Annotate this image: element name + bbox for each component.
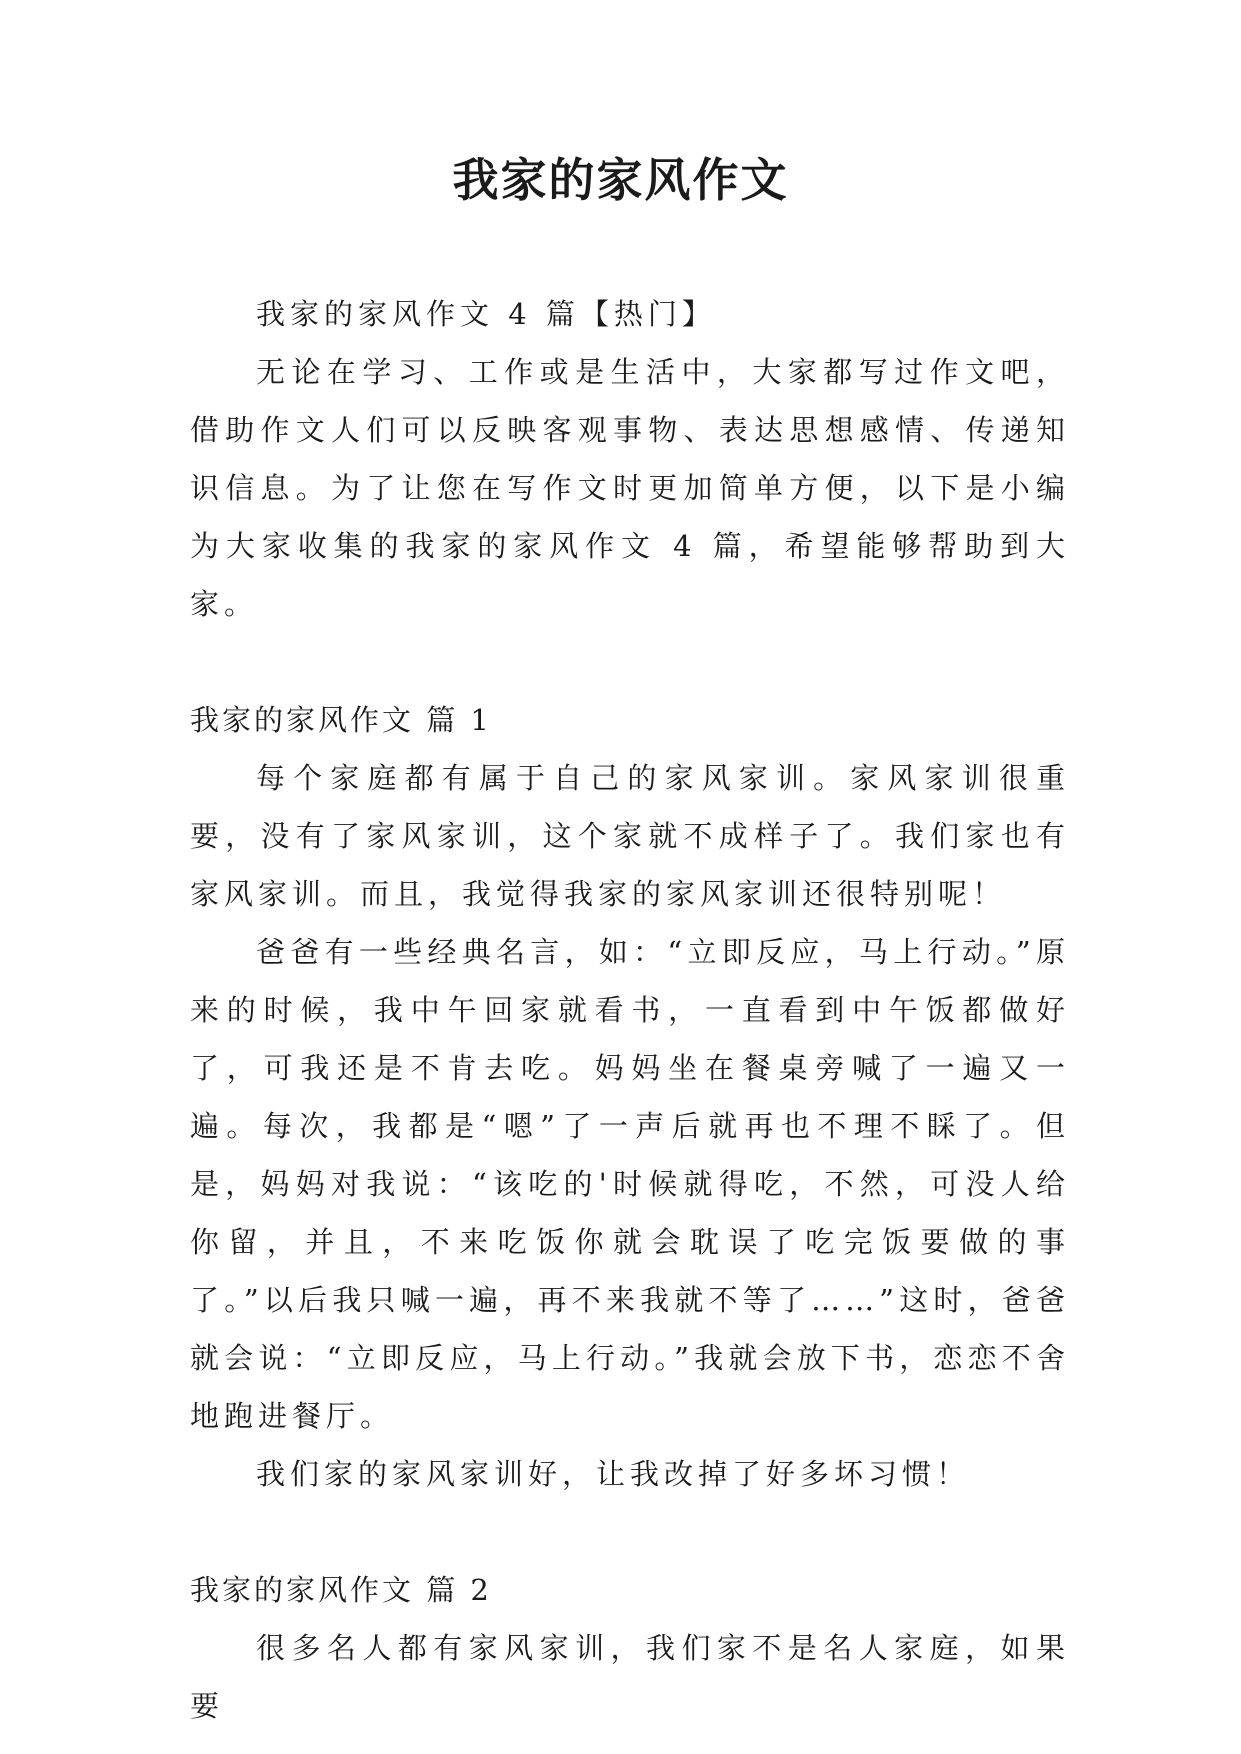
- document-body: [190, 285, 1070, 1735]
- section-2-paragraph-1: 很多名人都有家风家训，我们家不是名人家庭，如果要: [190, 1631, 1070, 1723]
- intro-paragraph: 无论在学习、工作或是生活中，大家都写过作文吧，借助作文人们可以反映客观事物、表达思想感情、传递知识信息。为了让您在写作文时更加简单方便，以下是小编为大家收集的我家的家风作文 4 篇，希望能够帮助到大家。: [190, 355, 1070, 621]
- section-1-paragraph-1: 每个家庭都有属于自己的家风家训。家风家训很重要，没有了家风家训，这个家就不成样子了。我们家也有家风家训。而且，我觉得我家的家风家训还很特别呢！: [190, 761, 1070, 911]
- page-title: 我家的家风作文: [452, 153, 789, 207]
- section-1-paragraph-3: 我们家的家风家训好，让我改掉了好多坏习惯！: [256, 1457, 971, 1491]
- subtitle: 我家的家风作文 4 篇【热门】: [256, 297, 716, 331]
- section-1-paragraph-2: 爸爸有一些经典名言，如：“立即反应，马上行动。”原来的时候，我中午回家就看书，一直看到中午饭都做好了，可我还是不肯去吃。妈妈坐在餐桌旁喊了一遍又一遍。每次，我都是“嗯”了一声后就再也不理不睬了。但是，妈妈对我说：“该吃的'时候就得吃，不然，可没人给你留，并且，不来吃饭你就会耽误了吃完饭要做的事了。”以后我只喊一遍，再不来我就不等了……”这时，爸爸就会说：“立即反应，马上行动。”我就会放下书，恋恋不舍地跑进餐厅。: [190, 935, 1070, 1433]
- section-heading-2: 我家的家风作文 篇 2: [190, 1573, 492, 1607]
- section-spacer: [190, 633, 1070, 691]
- section-spacer: [190, 1503, 1070, 1561]
- section-heading-1: 我家的家风作文 篇 1: [190, 703, 492, 737]
